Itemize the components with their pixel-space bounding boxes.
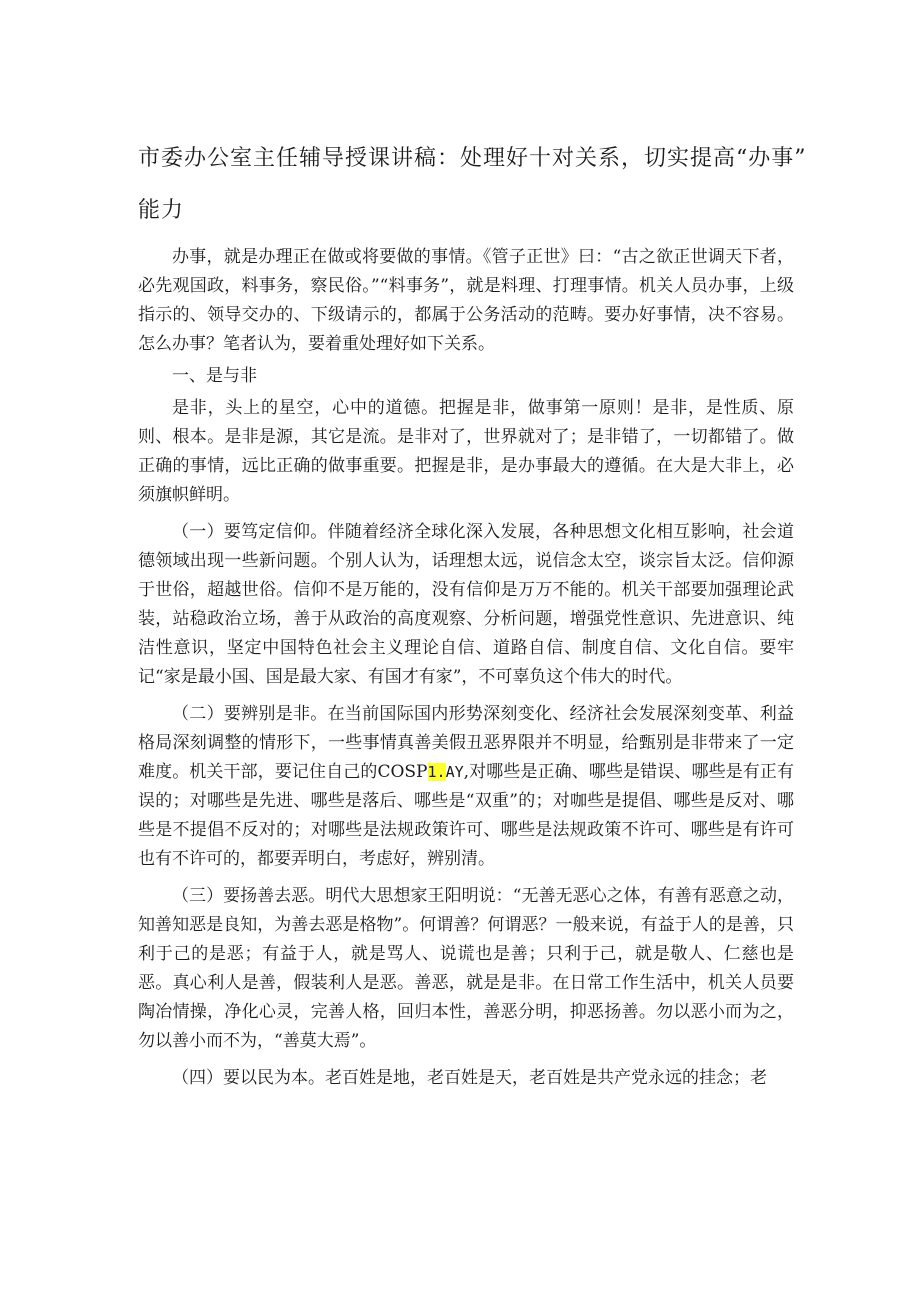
subsection-2-text-after: ,对哪些是正确、哪些是错误、哪些是有正有误的；对哪些是先进、哪些是落后、哪些是“双重”的；对咖些是提倡、哪些是反对、哪些是不提倡不反对的；对哪些是法规政策许可、哪些是法规政策不许可、哪些是有许可也有不许可的，都要弄明白，考虑好，辨别清。 <box>138 762 795 869</box>
section-heading-1: 一、是与非 <box>172 366 257 386</box>
document-title-line-2: 能力 <box>138 198 185 223</box>
subsection-4-paragraph: （四）要以民为本。老百姓是地，老百姓是天，老百姓是共产党永远的挂念；老 <box>172 1068 767 1088</box>
section-1-lead-paragraph: 是非，头上的星空，心中的道德。把握是非，做事第一原则！是非，是性质、原则、根本。是非是源，其它是流。是非对了，世界就对了；是非错了，一切都错了。做正确的事情，远比正确的做事重要。把握是非，是办事最大的遵循。在大是大非上，必须旗帜鲜明。 <box>138 398 794 505</box>
document-title-line-1: 市委办公室主任辅导授课讲稿：处理好十对关系，切实提高“办事” <box>138 146 807 171</box>
subsection-2-paragraph <box>138 700 794 874</box>
subsection-2-mono-text: AY <box>445 763 464 781</box>
intro-paragraph: 办事，就是办理正在做或将要做的事情。《管子正世》曰：“古之欲正世调天下者，必先观国政，料事务，察民俗。”“料事务”，就是料理、打理事情。机关人员办事，上级指示的、领导交办的、下级请示的，都属于公务活动的范畴。要办好事情，决不容易。怎么办事？笔者认为，要着重处理好如下关系。 <box>138 247 794 354</box>
subsection-1-paragraph: （一）要笃定信仰。伴随着经济全球化深入发展，各种思想文化相互影响，社会道德领域出现一些新问题。个别人认为，话理想太远，说信念太空，谈宗旨太泛。信仰源于世俗，超越世俗。信仰不是万能的，没有信仰是万万不能的。机关干部要加强理论武装，站稳政治立场，善于从政治的高度观察、分析问题，增强党性意识、先进意识、纯洁性意识，坚定中国特色社会主义理论自信、道路自信、制度自信、文化自信。要牢记“家是最小国、国是最大家、有国才有家”，不可辜负这个伟大的时代。 <box>138 522 794 687</box>
document-body <box>138 243 794 1093</box>
subsection-3-paragraph: （三）要扬善去恶。明代大思想家王阳明说：“无善无恶心之体，有善有恶意之动，知善知恶是良知，为善去恶是格物”。何谓善？何谓恶？一般来说，有益于人的是善，只利于己的是恶；有益于人，就是骂人、说谎也是善；只利于己，就是敬人、仁慈也是恶。真心利人是善，假装利人是恶。善恶，就是是非。在日常工作生活中，机关人员要陶冶情操，净化心灵，完善人格，回归本性，善恶分明，抑恶扬善。勿以恶小而为之，勿以善小而不为，“善莫大焉”。 <box>138 886 794 1051</box>
highlighted-text: 1. <box>427 763 446 781</box>
subsection-2-text-before: （二）要辨别是非。在当前国际国内形势深刻变化、经济社会发展深刻变革、利益格局深刻调整的情形下，一些事情真善美假丑恶界限并不明显，给甄别是非带来了一定难度。机关干部，要记住自己的COSP <box>138 704 794 782</box>
